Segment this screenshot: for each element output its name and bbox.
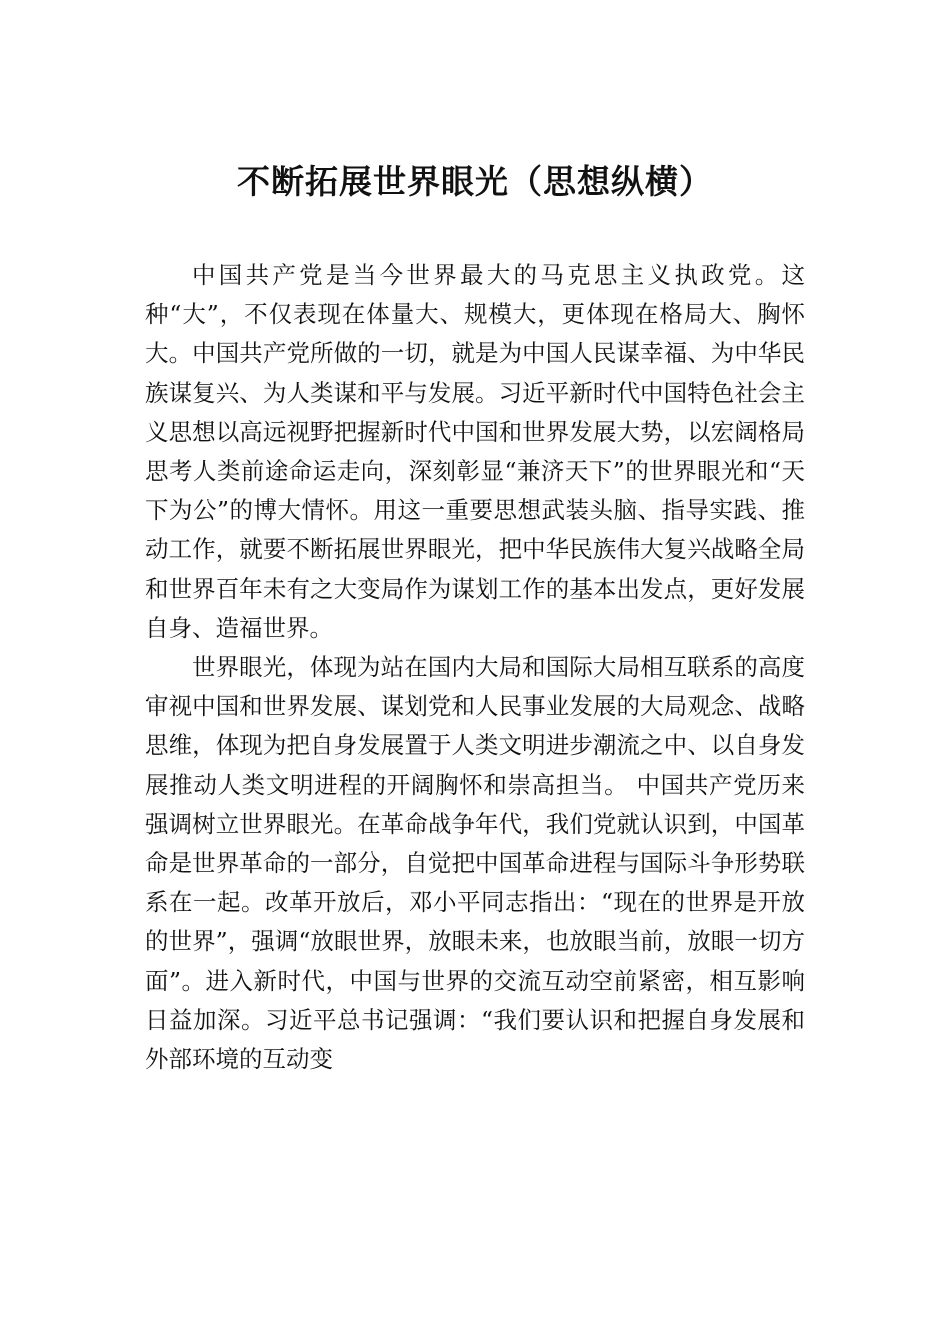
document-body [145, 256, 805, 1079]
paragraph: 中国共产党是当今世界最大的马克思主义执政党。这种“大”，不仅表现在体量大、规模大，更体现在格局大、胸怀大。中国共产党所做的一切，就是为中国人民谋幸福、为中华民族谋复兴、为人类谋和平与发展。习近平新时代中国特色社会主义思想以高远视野把握新时代中国和世界发展大势，以宏阔格局思考人类前途命运走向，深刻彰显“兼济天下”的世界眼光和“天下为公”的博大情怀。用这一重要思想武装头脑、指导实践、推动工作，就要不断拓展世界眼光，把中华民族伟大复兴战略全局和世界百年未有之大变局作为谋划工作的基本出发点，更好发展自身、造福世界。 [145, 261, 805, 642]
document-title: 不断拓展世界眼光（思想纵横） [237, 162, 713, 201]
paragraph: 世界眼光，体现为站在国内大局和国际大局相互联系的高度审视中国和世界发展、谋划党和人民事业发展的大局观念、战略思维，体现为把自身发展置于人类文明进步潮流之中、以自身发展推动人类文明进程的开阔胸怀和崇高担当。 中国共产党历来强调树立世界眼光。在革命战争年代，我们党就认识到，中国革命是世界革命的一部分，自觉把中国革命进程与国际斗争形势联系在一起。改革开放后，邓小平同志指出：“现在的世界是开放的世界”，强调“放眼世界，放眼未来，也放眼当前，放眼一切方面”。进入新时代，中国与世界的交流互动空前紧密，相互影响日益加深。习近平总书记强调：“我们要认识和把握自身发展和外部环境的互动变 [145, 653, 805, 1074]
